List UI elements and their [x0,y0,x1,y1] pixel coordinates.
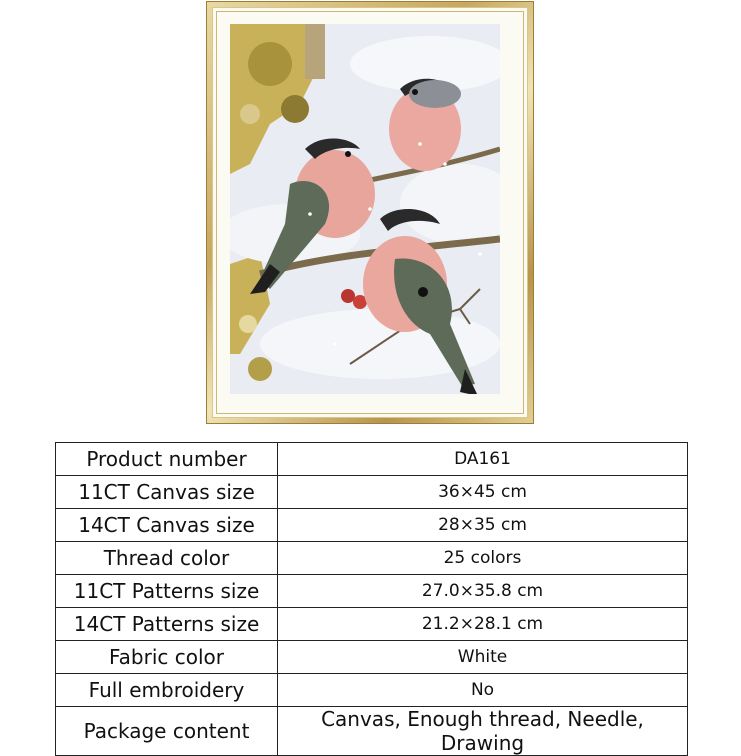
table-row [56,674,688,707]
table-row [56,641,688,674]
picture-frame [206,1,534,424]
table-row [56,476,688,509]
spec-label: Thread color [56,542,278,575]
spec-value: 27.0×35.8 cm [278,575,688,608]
spec-label: 11CT Patterns size [56,575,278,608]
bullfinches-illustration [230,24,500,394]
spec-label: 14CT Patterns size [56,608,278,641]
table-row [56,542,688,575]
spec-value: Canvas, Enough thread, Needle, Drawing [278,707,688,756]
spec-label: 14CT Canvas size [56,509,278,542]
cross-stitch-artwork [230,24,500,394]
spec-label: Full embroidery [56,674,278,707]
spec-value: 28×35 cm [278,509,688,542]
spec-label: Fabric color [56,641,278,674]
spec-label: 11CT Canvas size [56,476,278,509]
spec-value: 21.2×28.1 cm [278,608,688,641]
spec-value: 36×45 cm [278,476,688,509]
table-row [56,707,688,756]
spec-value: DA161 [278,443,688,476]
product-spec-table [55,442,688,756]
spec-value: 25 colors [278,542,688,575]
spec-value: White [278,641,688,674]
spec-value: No [278,674,688,707]
spec-label: Package content [56,707,278,756]
table-row [56,509,688,542]
spec-label: Product number [56,443,278,476]
table-row [56,575,688,608]
table-row [56,443,688,476]
table-row [56,608,688,641]
